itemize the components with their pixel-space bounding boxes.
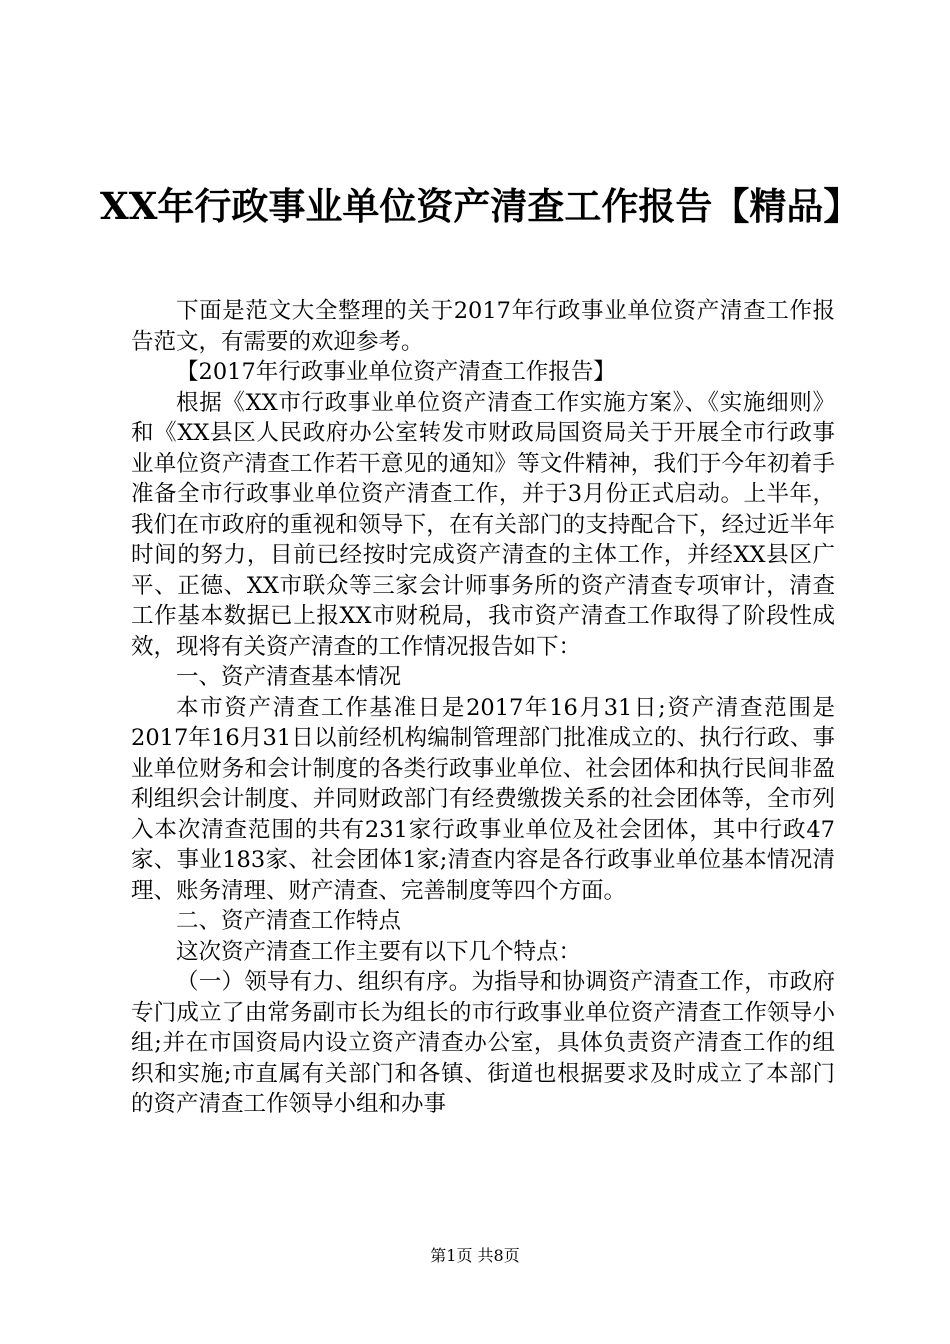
feature-one-paragraph: （一）领导有力、组织有序。为指导和协调资产清查工作，市政府专门成立了由常务副市长为组长的市行政事业单位资产清查工作领导小组;并在市国资局内设立资产清查办公室，具体负责资产清查工作的组织和实施;市直属有关部门和各镇、街道也根据要求及时成立了本部门的资产清查工作领导小组和办事 — [131, 969, 835, 1117]
features-intro-paragraph: 这次资产清查工作主要有以下几个特点： — [176, 938, 582, 965]
document-title: XX年行政事业单位资产清查工作报告【精品】 — [100, 184, 861, 228]
section-heading-1: 一、资产清查基本情况 — [176, 664, 402, 690]
basic-situation-paragraph: 本市资产清查工作基准日是2017年16月31日;资产清查范围是2017年16月31日以前经机构编制管理部门批准成立的、执行行政、事业单位财务和会计制度的各类行政事业单位、社会团体和执行民间非盈利组织会计制度、并同财政部门有经费缴拨关系的社会团体等，全市列入本次清查范围的共有231家行政事业单位及社会团体，其中行政47家、事业183家、社会团体1家;清查内容是各行政事业单位基本情况清理、账务清理、财产清查、完善制度等四个方面。 — [131, 694, 835, 904]
intro-paragraph: 下面是范文大全整理的关于2017年行政事业单位资产清查工作报告范文，有需要的欢迎参考。 — [131, 298, 835, 355]
section-heading-2: 二、资产清查工作特点 — [176, 908, 402, 934]
background-paragraph: 根据《XX市行政事业单位资产清查工作实施方案》、《实施细则》和《XX县区人民政府办公室转发市财政局国资局关于开展全市行政事业单位资产清查工作若干意见的通知》等文件精神，我们于今年初着手准备全市行政事业单位资产清查工作，并于3月份正式启动。上半年，我们在市政府的重视和领导下，在有关部门的支持配合下，经过近半年时间的努力，目前已经按时完成资产清查的主体工作，并经XX县区广平、正德、XX市联众等三家会计师事务所的资产清查专项审计，清查工作基本数据已上报XX市财税局，我市资产清查工作取得了阶段性成效，现将有关资产清查的工作情况报告如下： — [131, 389, 835, 660]
document-body — [131, 296, 835, 1120]
report-heading: 【2017年行政事业单位资产清查工作报告】 — [176, 359, 616, 385]
page-number-footer: 第1页 共8页 — [430, 1246, 520, 1265]
